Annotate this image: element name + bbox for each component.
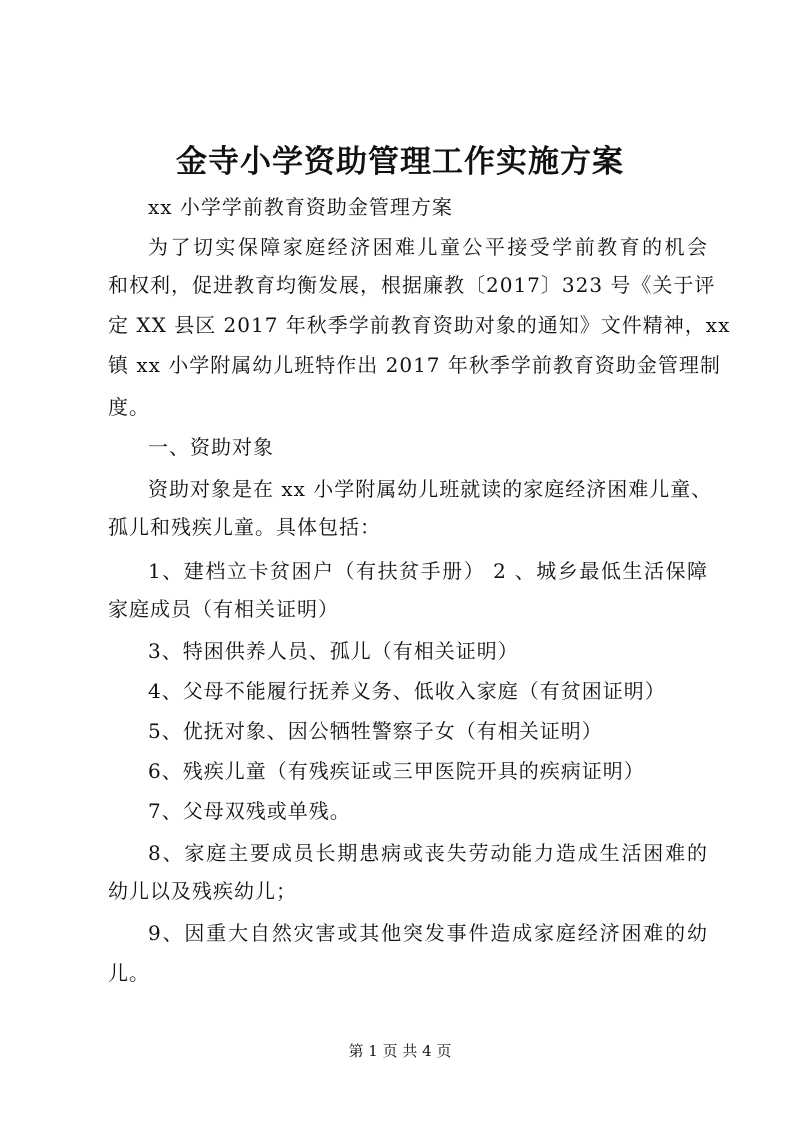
list-item: 8、家庭主要成员长期患病或丧失劳动能力造成生活困难的 [148,841,708,865]
list-item: 1、建档立卡贫困户（有扶贫手册） 2 、城乡最低生活保障 [148,559,708,583]
section-body-line: 孤儿和残疾儿童。具体包括： [108,515,381,539]
intro-line: 镇 xx 小学附属幼儿班特作出 2017 年秋季学前教育资助金管理制 [108,353,721,377]
intro-line: 和权利，促进教育均衡发展，根据廉教〔2017〕323 号《关于评 [108,273,716,297]
document-subtitle: xx 小学学前教育资助金管理方案 [148,195,453,219]
list-item: 6、残疾儿童（有残疾证或三甲医院开具的疾病证明） [148,759,645,783]
intro-line: 定 XX 县区 2017 年秋季学前教育资助对象的通知》文件精神，xx [108,313,731,337]
page-footer: 第 1 页 共 4 页 [348,1042,452,1060]
intro-line: 度。 [108,395,150,419]
list-item: 3、特困供养人员、孤儿（有相关证明） [148,639,519,663]
document-title: 金寺小学资助管理工作实施方案 [176,144,624,180]
section-heading: 一、资助对象 [148,435,274,459]
list-item: 5、优抚对象、因公牺牲警察子女（有相关证明） [148,719,603,743]
list-item-continuation: 幼儿以及残疾幼儿； [108,879,297,903]
section-body-line: 资助对象是在 xx 小学附属幼儿班就读的家庭经济困难儿童、 [148,477,713,501]
list-item: 4、父母不能履行抚养义务、低收入家庭（有贫困证明） [148,679,666,703]
intro-line: 为了切实保障家庭经济困难儿童公平接受学前教育的机会 [148,235,708,259]
list-item-continuation: 儿。 [108,961,150,985]
list-item: 7、父母双残或单残。 [148,799,351,823]
list-item-continuation: 家庭成员（有相关证明） [108,597,339,621]
list-item: 9、因重大自然灾害或其他突发事件造成家庭经济困难的幼 [148,921,708,945]
